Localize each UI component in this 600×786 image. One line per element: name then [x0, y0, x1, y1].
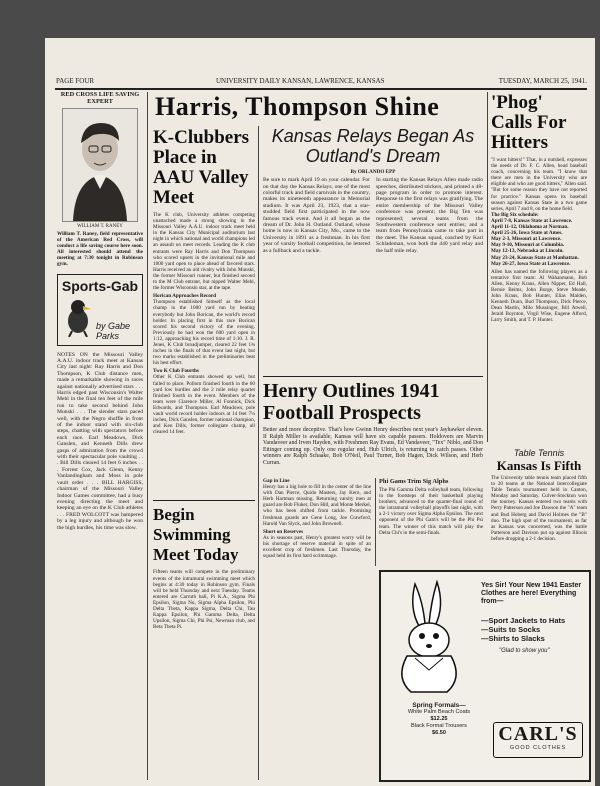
phog-headline: 'Phog' Calls For Hitters: [491, 93, 567, 153]
henry-headline: Henry Outlines 1941 Football Prospects: [263, 380, 440, 424]
schedule-item: April 7-8, Kansas State at Lawrence.: [491, 217, 573, 224]
page-header: [56, 75, 587, 87]
schedule-item: May 26-27, Iowa State at Lawrence.: [491, 260, 571, 267]
aau-story-2: Thompson established himself as the local champ in the 1000 yard run by beating everybody but John Borican, the world's record holder. In placing first in this race Borican scored his second victory of the evening. Previously he had won the 600 yard open in 1:12, approaching his record time of 1:10. J. R. Jenes, K Club broadjumper, cleared 22 feet 1¾ inches in the finals of that event last night, but two marks established in the preliminaries beat his best effort.: [153, 299, 255, 367]
ad-formals: [391, 702, 487, 737]
schedule-item: May 9-10, Missouri at Columbia.: [491, 242, 565, 249]
relays-story: Be sure to mark April 19 on your calendar. For on that day the Kansas Relays, one of the most colorful track and field carnivals in the country, makes its nineteenth appearance in Memorial stadium. It was April 23, 1923, that a star-studded field first participated in the now famous track event. And it all began as the dream of Dr. John H. Outland. Outland, whose home is now in Kansas City, Mo., came to the University in 1891 as a freshman. In his first year of varsity football competition, he lettered as a fullback and a tackle.: [263, 177, 370, 254]
carls-brand: CARL'S: [498, 723, 578, 745]
section-rule: [263, 376, 483, 377]
schedule-item: May 23-24, Kansas State at Manhattan.: [491, 254, 579, 261]
ad-item-list: [481, 616, 585, 643]
ad-tagline: "Glad to show you": [499, 648, 550, 654]
henry-story-3: As in seasons past, Henry's greatest worry will be his shortage of reserve material in spite of an excellent crop of freshmen. Last Thursday, the squad held its first hard scrimmage.: [263, 534, 371, 560]
ad-item: —Sport Jackets to Hats: [481, 616, 566, 625]
schedule-item: May 2-3, Missouri at Lawrence.: [491, 236, 562, 243]
phog-schedule-title: The Big Six schedule:: [491, 211, 539, 218]
phog-story-block: [491, 93, 587, 443]
henry-subhead-2: Short on Reserves: [263, 528, 304, 535]
photo-kicker: RED CROSS LIFE SAVING EXPERT: [60, 91, 140, 105]
ad-formals-price: $12.25: [430, 716, 448, 722]
phigam-story: The Phi Gamma Delta volleyball team, following in the footsteps of their basketball playing brothers, advanced to the quarter-final round of the intramural volleyball playoffs last night, with a 2-1 victory over Sigma Alpha Epsilon. The next opponent of the Phi Gam's will be the Phi Psi team. The winner of this match will play the Delta Chi's in the semi-finals.: [379, 487, 483, 536]
relays-byline: By ORLANDO EPP: [350, 169, 396, 175]
henry-subhead-1: Gap in Line: [263, 478, 290, 484]
ad-formals-price: $6.50: [432, 730, 446, 736]
henry-story-2: Henry has a big hole to fill in the center of the line with Dan Pierce, Quido Masters, Jay Kern, and Herb Hartman missing. Returning varsity men at guard are Bob Fluker, Don Hill, and Monte Merkel, who has been shifted from tackle. Promising freshman guards are Gene Long, Joe Crawford, Harold Van Slyck, and John Brownell.: [263, 484, 371, 527]
ad-formals-title: Spring Formals—: [412, 702, 466, 709]
phigam-headline: Phi Gams Trim Sig Alphs: [379, 478, 449, 485]
header-rule: [55, 88, 587, 90]
column-rule: [258, 126, 259, 780]
portrait-photo: [62, 108, 138, 222]
photo-name: WILLIAM T. RANEY: [77, 224, 123, 229]
photo-caption: William T. Raney, field representative of the American Red Cross, will conduct a life saving course here soon. All interested should attend the meeting at 7:30 tonight in Robinson gym.: [57, 231, 143, 268]
swim-story: Fifteen teams will compete in the preliminary events of the intramural swimming meet which begins at 4:30 today in Robinson gym. Finals will be held Thursday and next Tuesday. Teams entered are Carruth hall, Pi K.A., Sigma Phi Epsilon, Sigma Nu, Sigma Alpha Epsilon, Phi Delta Theta, Kappa Sigma, Delta Chi, Tau Kappa Epsilon, Phi Gamma Delta, Delta Upsilon, Sigma Chi, Phi Psi, Newman club, and Beta Theta Pi.: [153, 569, 255, 631]
ad-formals-line: Black Formal Trousers: [411, 723, 467, 729]
sports-gab-logo: [57, 274, 143, 346]
phog-story-2: Allen has named the following players as a tentative first team: Al Wahanmann, Bob Allen, Kenny Kraus, Allen Nipper, Ed Hall, Bernie Beims, John Burge, Steve Meade, John Kraus, Bob Hunter, Elias Malden, Kenneth Dunn, Bud Thompson, Dick Pierce, Dean Martin, Milo Mussinger, Bill Atwell, Jerald Boynton, Virgil Wise, Eugene Alford, Larry Smith, and T. P. Hunter.: [491, 268, 587, 324]
column-rule: [375, 478, 376, 566]
ad-item: —Suits to Socks: [481, 625, 541, 634]
aau-subhead-1: Horican Approaches Record: [153, 293, 217, 300]
schedule-item: April 11-12, Oklahoma at Norman.: [491, 224, 569, 231]
ad-formals-line: White Palm Beach Coats: [407, 709, 471, 715]
ad-item: —Shirts to Slacks: [481, 634, 545, 643]
phog-story: "I want hitters!" That, in a nutshell, expresses the needs of Dr. F. C. Allen, head baseball coach, concerning his team. "I know that there are men in the University who are eligible and who are good hitters," Allen said. "But for some reason they have not reported for practice." Kansas opens its baseball season against Kansas State in a two game series, April 7 and 8, on the home field.: [491, 157, 587, 212]
henry-continued: [263, 478, 371, 778]
column-rule: [147, 92, 148, 780]
relays-story-block: [263, 126, 483, 374]
sports-gab-byline: by Gabe Parks: [96, 320, 131, 341]
column-sports-gab: [57, 91, 143, 781]
tennis-story: The University table tennis team placed fifth to 20 teams at the National Intercollegiate Table Tennis tournament held in Canton, Monday and Saturday. Culver-Stockton won the tourney. Kansas entered two teams with Perry Patterson and Joe Dawson the "A" team and Bud Hoberg and David Holmes the "B" duo. The high spot of the tournament, as far as Kansas was concerned, was the battle Patterson and Davison put up against Illinois before dropping a 2-1 decision.: [491, 475, 587, 542]
rabbit-illustration: [385, 578, 477, 696]
tennis-headline: Kansas Is Fifth: [496, 458, 582, 473]
banner-headline: Harris, Thompson Shine: [155, 92, 440, 121]
sports-gab-title: Sports-Gab: [61, 277, 139, 294]
relays-story-b: In starting the Kansas Relays Allen made radio speeches, distributed stickers, and printed a 48-page program in order to promote interest. Response to the first relays was gratifying. The entire membership of the Missouri Valley conference was present; the Big Ten was represented; several teams from the Southwestern conference sent entries; and a team from Pennsylvania came to take part in the meet. The Kansas squad, coached by Karl Schlademan, won both the 440 yard relay and the half mile relay.: [376, 177, 483, 254]
column-aau-meet: [153, 128, 255, 778]
paper-name: UNIVERSITY DAILY KANSAN, LAWRENCE, KANSAS: [216, 77, 385, 85]
carls-logo: [493, 722, 583, 758]
column-rule: [487, 92, 488, 442]
henry-story: Better and more deceptive. That's how Gwinn Henry describes next year's Jayhawker eleven. If Ralph Miller is available, Kansas will have six capable passers. Holdovers are Marvin Vandaveer and Irven Hayden, with Freshmen Ray Evans, Ed Vandaveer, "Tex" Niblo, and Don Ettinger coming up. Only one regular end, Hub Ulrich, is returning to catch passes. Other winners are Ralph Schaake, Bob O'Neil, Paul Turner, Bob Hagen, Dick Wilson, and Herb Curran.: [263, 427, 483, 466]
jayhawk-cartoon: [63, 297, 93, 337]
phigam-story-block: [379, 478, 483, 568]
newspaper-page: [45, 38, 595, 786]
schedule-item: April 25-26, Iowa State at Ames.: [491, 230, 563, 237]
page-number: PAGE FOUR: [56, 77, 95, 85]
tennis-kicker: Table Tennis: [513, 448, 565, 458]
aau-story: The K club, University athletes competing unattached made a strong showing in the Missouri Valley A.A.U. indoor track meet held in the Kansas City Municipal auditorium last night in which national and world champions led an assault on meet records. Leading the K club entrants were Ray Harris and Don Thompson who scored upsets in the invitational mile and 1000 yard open to place ahead of favored stars. Harris received an old rivalry with John Munski, the former Missouri runner, but finished second to the M Club entrant, but nipped Walter Mehl, the former Wisconsin star, at the tape.: [153, 212, 255, 292]
schedule-item: May 12-13, Nebraska at Lincoln.: [491, 248, 564, 255]
carls-advertisement: [379, 570, 591, 782]
aau-subhead-2: Two K Club Fourths: [153, 368, 199, 375]
phog-schedule: [491, 218, 587, 267]
swim-block: [153, 500, 255, 630]
sports-gab-notes: NOTES ON the Missouri Valley A.A.U. indoor track meet at Kansas City last night: Ray Harris and Don Thompson, K Club distance men, made a remarkable showing in races against nationally advertised stars . . . Harris edged past Wisconsin's Walter Mehl in the final ten feet of the mile run to take second behind John Munski . . . The slender stars paced well, with the Negro shuffle in front of the indoor stand with six-club steps, chatting with spectators before each race. Earl Meadows, Dick Ganslen, and Kenneth Dills drew gasps of admiration from the crowd with their spectacular pole vaulting . . . Bill Dills cleared 14 feet 6 inches . . . Forrest Cox, Jack Glenn, Kenny Vanlandingham and Moss in pole vault order . . . BILL HARGISS, chairman of the Missouri Valley Indoor Games committee, had a busy evening directing the meet and keeping an eye on the K Club athletes . . . FRED WOLCOTT was hampered by a leg injury and although he won the high hurdles, his time was slow.: [57, 351, 143, 531]
relays-headline: Kansas Relays Began As Outland's Dream: [271, 126, 475, 166]
aau-story-3: Other K Club entrants showed up well, but failed to place. Pollom finished fourth in the 60 yard low hurdles and the 2 mile relay quartet finished fourth in the event. Members of the team were Clarence Miller, Al Fonnick, Dick Edwards, and Thompson. Earl Meadows, pole vault world record holder indoors at 14 feet 7¼ inches, Dick Ganslen, former national champion, and Ken Dills, former collegiate champ, all cleared 14 feet.: [153, 374, 255, 436]
aau-headline: K-Clubbers Place in AAU Valley Meet: [153, 128, 250, 208]
ad-intro: Yes Sir! Your New 1941 Easter Clothes are here! Everything from—: [481, 582, 582, 605]
tennis-story-block: [491, 448, 587, 568]
carls-brand-sub: GOOD CLOTHES: [509, 745, 567, 751]
swim-headline: Begin Swimming Meet Today: [153, 505, 239, 565]
issue-date: TUESDAY, MARCH 25, 1941.: [498, 77, 587, 85]
